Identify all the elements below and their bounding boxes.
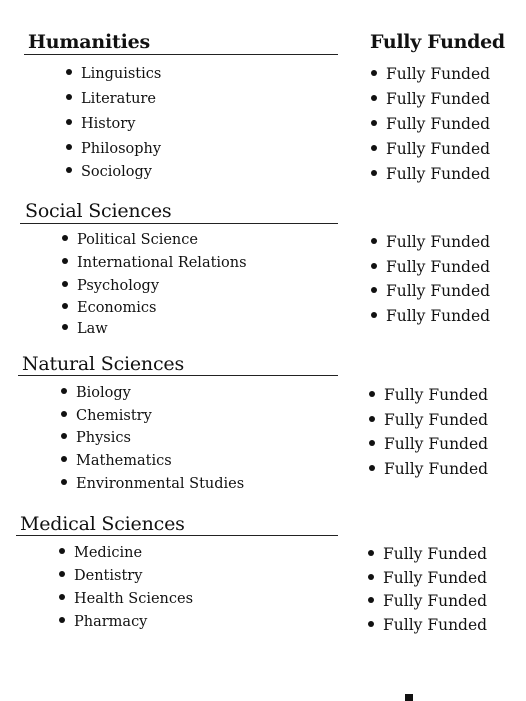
subject-label: Pharmacy	[74, 614, 148, 630]
subject-label: Environmental Studies	[76, 476, 245, 492]
funding-item	[368, 594, 487, 610]
funding-item	[371, 167, 490, 183]
bullet-icon	[371, 95, 377, 101]
list-item	[62, 279, 159, 294]
subject-label: Economics	[77, 300, 157, 316]
funding-item	[371, 92, 490, 108]
bullet-icon	[62, 258, 68, 264]
bullet-icon	[66, 167, 72, 173]
subject-label: Health Sciences	[74, 591, 194, 607]
funding-item	[371, 235, 490, 251]
bullet-icon	[61, 388, 67, 394]
bullet-icon	[61, 456, 67, 462]
subject-label: Philosophy	[81, 141, 162, 157]
subject-label: Literature	[81, 91, 156, 107]
list-item	[59, 546, 142, 561]
bullet-icon	[59, 548, 65, 554]
subject-label: International Relations	[77, 255, 247, 271]
bullet-icon	[369, 465, 375, 471]
bullet-icon	[371, 312, 377, 318]
bullet-icon	[66, 94, 72, 100]
funding-item	[368, 571, 487, 587]
list-item	[61, 477, 244, 492]
bullet-icon	[61, 411, 67, 417]
funding-label: Fully Funded	[386, 165, 491, 183]
funding-label: Fully Funded	[386, 115, 491, 133]
subject-label: Political Science	[77, 232, 198, 248]
funding-item	[371, 142, 490, 158]
funding-label: Fully Funded	[386, 140, 491, 158]
bullet-icon	[62, 324, 68, 330]
list-item	[66, 117, 135, 132]
list-item	[62, 233, 198, 248]
bullet-icon	[371, 263, 377, 269]
funding-label: Fully Funded	[383, 616, 488, 634]
bullet-icon	[62, 281, 68, 287]
bullet-icon	[62, 303, 68, 309]
subject-label: History	[81, 116, 136, 132]
subject-label: Dentistry	[74, 568, 143, 584]
list-item	[66, 165, 152, 180]
list-item	[62, 256, 247, 271]
bullet-icon	[62, 235, 68, 241]
list-item	[62, 301, 156, 316]
section-divider-medical-sciences	[16, 535, 338, 536]
funding-label: Fully Funded	[383, 545, 488, 563]
bullet-icon	[59, 571, 65, 577]
list-item	[61, 431, 131, 446]
bullet-icon	[66, 119, 72, 125]
funding-column-header: Fully Funded	[370, 31, 505, 53]
list-item	[61, 386, 131, 401]
section-title-social-sciences: Social Sciences	[25, 200, 172, 222]
funding-item	[368, 618, 487, 634]
subject-label: Law	[77, 321, 108, 337]
list-item	[61, 454, 172, 469]
funding-label: Fully Funded	[383, 592, 488, 610]
subject-label: Mathematics	[76, 453, 172, 469]
subject-label: Physics	[76, 430, 131, 446]
section-title-humanities: Humanities	[28, 31, 150, 53]
subject-label: Psychology	[77, 278, 160, 294]
bullet-icon	[371, 145, 377, 151]
list-item	[66, 67, 161, 82]
bullet-icon	[368, 550, 374, 556]
list-item	[61, 409, 152, 424]
bullet-icon	[61, 479, 67, 485]
funding-label: Fully Funded	[386, 258, 491, 276]
funding-label: Fully Funded	[386, 282, 491, 300]
bullet-icon	[371, 287, 377, 293]
funding-label: Fully Funded	[386, 307, 491, 325]
list-item	[66, 92, 156, 107]
funding-item	[371, 117, 490, 133]
bullet-icon	[59, 617, 65, 623]
list-item	[59, 569, 142, 584]
bullet-icon	[371, 238, 377, 244]
bullet-icon	[368, 574, 374, 580]
bullet-icon	[371, 120, 377, 126]
funding-item	[369, 437, 488, 453]
bullet-icon	[369, 440, 375, 446]
funding-item	[371, 67, 490, 83]
bullet-icon	[59, 594, 65, 600]
section-divider-social-sciences	[20, 223, 338, 224]
bullet-icon	[368, 597, 374, 603]
funding-label: Fully Funded	[384, 460, 489, 478]
bullet-icon	[369, 391, 375, 397]
funding-item	[368, 547, 487, 563]
bullet-icon	[371, 170, 377, 176]
subject-label: Linguistics	[81, 66, 162, 82]
cropped-glyph-fragment	[405, 694, 413, 701]
section-title-medical-sciences: Medical Sciences	[20, 513, 185, 535]
bullet-icon	[61, 433, 67, 439]
bullet-icon	[369, 416, 375, 422]
funding-label: Fully Funded	[384, 411, 489, 429]
funding-item	[369, 462, 488, 478]
bullet-icon	[66, 69, 72, 75]
funding-item	[369, 388, 488, 404]
funding-label: Fully Funded	[386, 233, 491, 251]
funding-label: Fully Funded	[383, 569, 488, 587]
funding-label: Fully Funded	[384, 435, 489, 453]
funding-item	[371, 309, 490, 325]
subject-label: Biology	[76, 385, 131, 401]
section-title-natural-sciences: Natural Sciences	[22, 353, 185, 375]
list-item	[59, 615, 147, 630]
list-item	[59, 592, 193, 607]
section-divider-humanities	[24, 54, 338, 55]
bullet-icon	[66, 144, 72, 150]
bullet-icon	[371, 70, 377, 76]
bullet-icon	[368, 621, 374, 627]
funding-label: Fully Funded	[384, 386, 489, 404]
funding-label: Fully Funded	[386, 90, 491, 108]
funding-item	[371, 260, 490, 276]
list-item	[62, 322, 108, 337]
funding-item	[371, 284, 490, 300]
section-divider-natural-sciences	[18, 375, 338, 376]
funding-label: Fully Funded	[386, 65, 491, 83]
subject-label: Medicine	[74, 545, 143, 561]
subject-label: Sociology	[81, 164, 152, 180]
subject-label: Chemistry	[76, 408, 152, 424]
list-item	[66, 142, 161, 157]
funding-item	[369, 413, 488, 429]
